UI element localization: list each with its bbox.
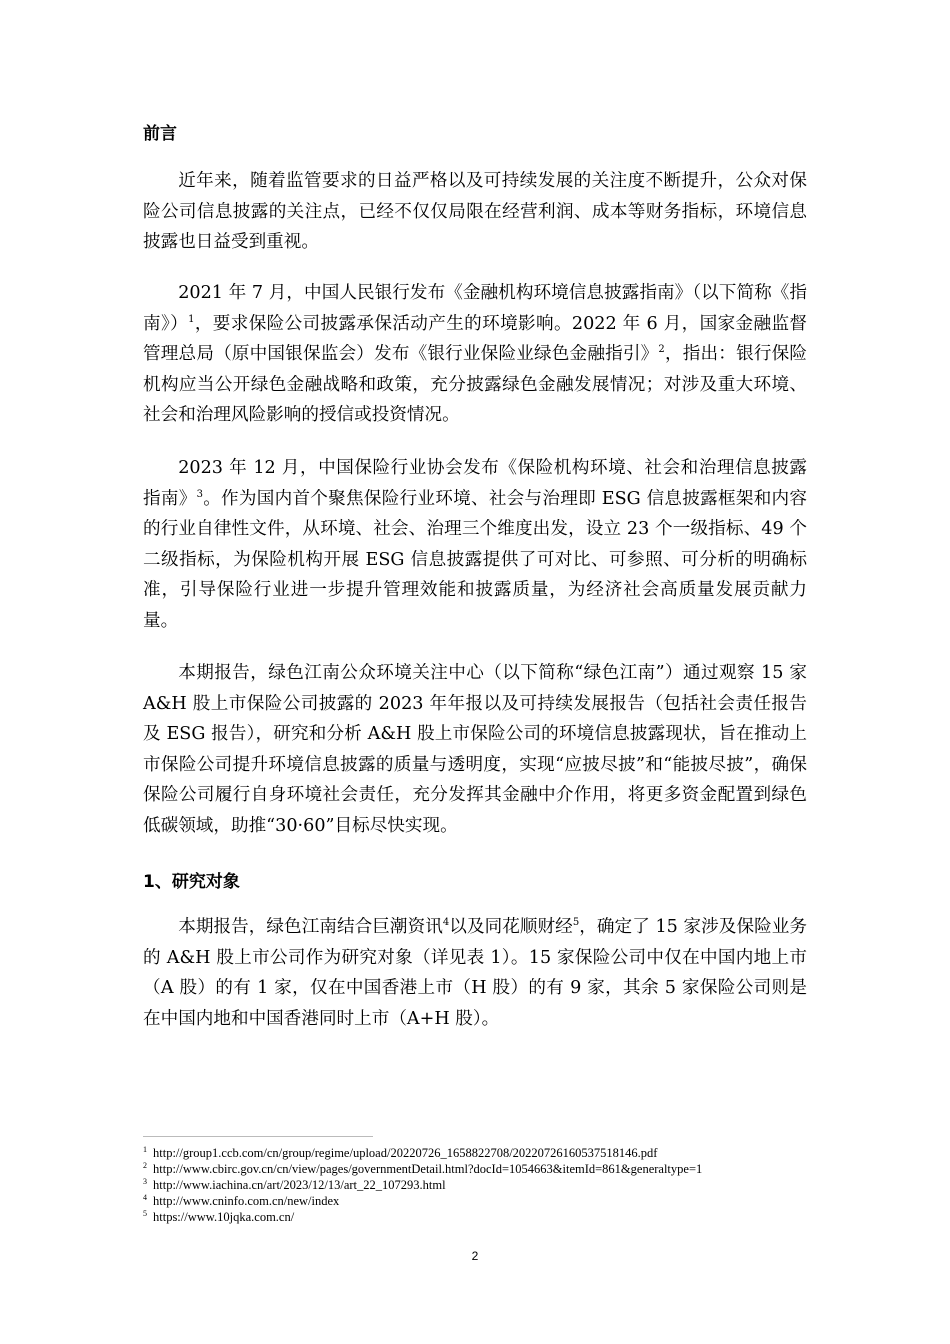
footnote-3: $^3$ http://www.iachina.cn/art/2023/12/13/art_22_107293.html xyxy=(143,1176,446,1192)
footnote-link[interactable]: http://www.cninfo.com.cn/new/index xyxy=(153,1194,340,1208)
footnote-link[interactable]: https://www.10jqka.com.cn/ xyxy=(153,1210,295,1224)
page-number: 2 xyxy=(471,1249,479,1263)
footnote-link[interactable]: http://group1.ccb.com/cn/group/regime/upload/20220726_1658822708/20220726160537518146.pdf xyxy=(153,1146,658,1160)
footnote-separator xyxy=(143,1136,373,1137)
preface-paragraph-1: 近年来，随着监管要求的日益严格以及可持续发展的关注度不断提升，公众对保险公司信息披露的关注点，已经不仅仅局限在经营利润、成本等财务指标，环境信息披露也日益受到重视。 xyxy=(143,171,807,252)
footnote-4: $^4$ http://www.cninfo.com.cn/new/index xyxy=(143,1192,340,1208)
footnote-2: $^2$ http://www.cbirc.gov.cn/cn/view/pages/governmentDetail.html?docId=1054663&itemId=861&generaltype=1 xyxy=(143,1160,703,1176)
footnote-5: $^5$ https://www.10jqka.com.cn/ xyxy=(143,1208,295,1224)
footnote-ref-2: 2 xyxy=(658,344,665,356)
preface-paragraph-4: 本期报告，绿色江南公众环境关注中心（以下简称“绿色江南”）通过观察 15 家 A&H 股上市保险公司披露的 2023 年年报以及可持续发展报告（包括社会责任报告及 ESG 报告），研究和分析 A&H 股上市保险公司的环境信息披露现状，旨在推动上市保险公司提升环境信息披露的质量与透明度，实现“应披尽披”和“能披尽披”，确保保险公司履行自身环境社会责任，充分发挥其金融中介作用，将更多资金配置到绿色低碳领域，助推“30·60”目标尽快实现。 xyxy=(143,663,807,836)
footnote-link[interactable]: http://www.iachina.cn/art/2023/12/13/art_22_107293.html xyxy=(153,1178,446,1192)
footnote-ref-1: 1 xyxy=(188,313,195,325)
preface-heading: 前言 xyxy=(143,124,177,144)
preface-paragraph-3: 2023 年 12 月，中国保险行业协会发布《保险机构环境、社会和治理信息披露指南》$^3$。作为国内首个聚焦保险行业环境、社会与治理即 ESG 信息披露框架和内容的行业自律性文件，从环境、社会、治理三个维度出发，设立 23 个一级指标、49 个二级指标，为保险机构开展 ESG 信息披露提供了可对比、可参照、可分析的明确标准，引导保险行业进一步提升管理效能和披露质量，为经济社会高质量发展贡献力量。 xyxy=(143,458,807,631)
footnote-1: $^1$ http://group1.ccb.com/cn/group/regime/upload/20220726_1658822708/20220726160537518146.pdf xyxy=(143,1144,658,1160)
footnotes xyxy=(143,1145,843,1225)
footnote-ref-3: 3 xyxy=(196,488,203,500)
footnote-ref-5: 5 xyxy=(572,917,580,929)
footnote-ref-4: 4 xyxy=(442,917,450,929)
section-1-paragraph: 本期报告，绿色江南结合巨潮资讯$^4$以及同花顺财经$^5$，确定了 15 家涉及保险业务的 A&H 股上市公司作为研究对象（详见表 1）。15 家保险公司中仅在中国内地上市（A 股）的有 1 家，仅在中国香港上市（H 股）的有 9 家，其余 5 家保险公司则是在中国内地和中国香港同时上市（A+H 股）。 xyxy=(143,917,807,1029)
footnote-link[interactable]: http://www.cbirc.gov.cn/cn/view/pages/governmentDetail.html?docId=1054663&itemId=861&generaltype=1 xyxy=(153,1162,703,1176)
section-1-heading: 1、研究对象 xyxy=(143,872,240,892)
preface-paragraph-2: 2021 年 7 月，中国人民银行发布《金融机构环境信息披露指南》（以下简称《指南》）$^1$，要求保险公司披露承保活动产生的环境影响。2022 年 6 月，国家金融监督管理总局（原中国银保监会）发布《银行业保险业绿色金融指引》$^2$，指出：银行保险机构应当公开绿色金融战略和政策，充分披露绿色金融发展情况；对涉及重大环境、社会和治理风险影响的授信或投资情况。 xyxy=(143,283,808,425)
